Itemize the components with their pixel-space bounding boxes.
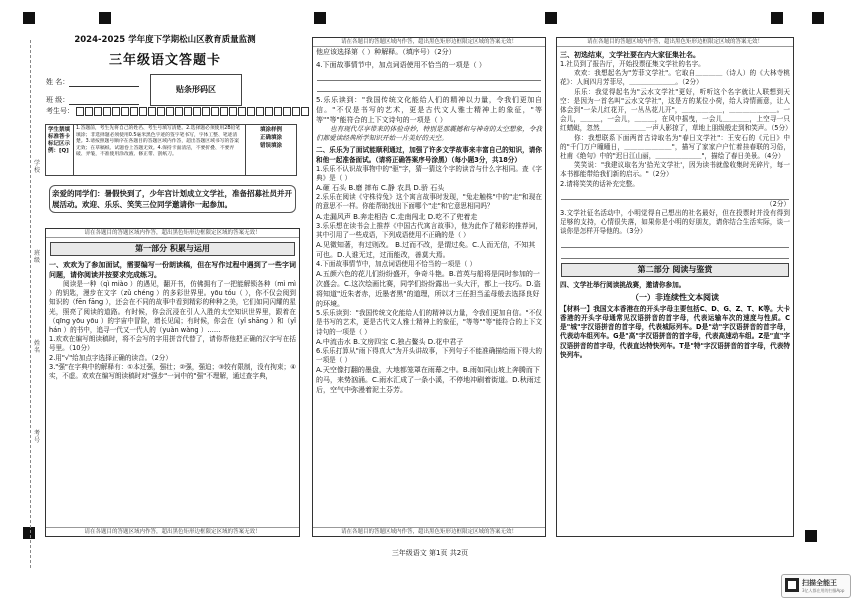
part1-intro: 一、欢欢为了参加面试，需要编写一份朗读稿，但在写作过程中遇到了一些字词问题，请你阅读并按要求完成练习。: [49, 261, 296, 279]
part2-q2-options[interactable]: A.走漏风声 B.奔走相告 C.走南闯北 D.吃不了兜着走: [316, 212, 478, 221]
part3-intro: 三、初选结束，文学社要在内大家征集社名。: [560, 51, 700, 59]
part2-q1: 1.乐乐不认识故事物中的"驱"字，猜一猜这个字的读音与什么字相同。查《字典》是（ ）: [316, 164, 542, 183]
q5-prompt: 5.乐乐读到："我国传统文化能给人们的精神以力量，令我们更加自信。"不仅是书写的艺术，更是古代文人雅士精神上的象征，"等等""等"能符合的上下文诗句的一项是（ ）: [316, 96, 542, 124]
warning-bottom: 请在各题目的答题区域内作答，超出黑色矩形边框限定区域的答案无效！: [313, 527, 545, 536]
side-label-school: 学 校: [33, 160, 40, 174]
warning-top: 请在各题目的答题区域内作答，超出黑色矩形边框限定区域的答案无效！: [46, 229, 299, 238]
watermark-title: 扫描全能王: [802, 579, 837, 587]
rules-instructions: 1.答题前，考生先将自己的姓名、考生号填写清楚。2.选择题必须使用2B铅笔填涂；非选择题必须使用0.5毫米黑色字迹的签字笔书写，字体工整、笔迹清楚。3.请按照题号顺序在各题目的答题区域内作答，超出答题区域书写的答案无效；在草稿纸、试题卷上答题无效。4.保持卡面清洁，不要折叠、不要弄破、弄皱，不准使用涂改液、修正带、刮纸刀。: [74, 125, 246, 175]
part3-q2-points: （2分）: [766, 199, 790, 208]
exam-no-label: 考生号：: [46, 107, 74, 115]
scanner-watermark: [781, 574, 851, 598]
warning-top: 请在各题目的答题区域内作答，超出黑色矩形边框限定区域的答案无效！: [313, 38, 545, 47]
q2-answer-line[interactable]: [561, 189, 789, 200]
q5-sentence[interactable]: 也有现代尽享带来的体验奇妙，特别是那震撼和与神奇的太空想象，令我们都爱读经典所学知识开始一片美好的天空。: [316, 125, 542, 143]
notice-box: 亲爱的同学们：暑假快到了，少年宫计划成立文学社，准备招募社员并开展活动。欢迎、乐乐、笑笑三位同学邀请你一起参加。: [49, 185, 296, 213]
q3-answer-line[interactable]: [561, 248, 789, 259]
part2-q4: 4.下面故事情节中，加点词语使用不恰当的一项是（ ）: [316, 260, 477, 269]
registration-mark: [545, 12, 557, 24]
part2-q2: 2.乐乐在阅读《守株待兔》这个寓言故事时发现，"兔走触株"中的"走"和现在的意思不一样。你能帮助找出下面哪个"走"和它意思相同吗？: [316, 193, 542, 211]
part3-q1-xiaoxiao[interactable]: 笑笑说："我建议取名为'拾光文学社'，因为读书就像收集时光碎片，每一本书都能带给我们新的启示。"（2分）: [560, 161, 790, 179]
watermark-subtitle: 3亿人都在用的扫描App: [802, 588, 845, 593]
part1-passage[interactable]: 阅读是一种（qì miào ）的遇见，翻开书，仿佛拥有了一把能解锁各种（mì mì ）的钥匙，漫步在文字（zǔ chéng ）的多彩世界里。yōu tóu（ ），你不仅会阅到知识的（fēn fāng ），还会在不同的故事中看到精彩的种种之美，它们如同闪耀的星光，照亮了阅读的道路。有时候，你会沉浸在引人入胜的太空知识世界里，跟着在（qīng yōu yōu ）的宇宙中冒险，增长见闻；有时候，你会在（yǐ shāng ）和（yǐ hán ）的书中，追寻一代又一代人的（yuàn wàng ）……: [49, 280, 296, 335]
q3-continued[interactable]: 他应该选择第（ ）种解释。（填序号）（2分）: [316, 48, 456, 56]
column-1-answer-area: [45, 228, 300, 537]
part4-subtitle: （一）非连续性文本阅读: [631, 292, 719, 302]
q3-answer-line[interactable]: [561, 237, 789, 248]
part3-q1-lele[interactable]: 乐乐：我觉得起名为"云水文学社"更好，听听这个名字就让人联想到天空：是因为一首名叫"云水文学社"，这是方的某位小荷，给人诗情画意，让人体会到"一朵儿红花开，一丛丛花儿开"，＿＿＿＿＿＿，＿＿＿＿＿＿＿。一会儿，＿＿＿，一会儿，＿＿＿，在风中摇曳，一会儿＿＿＿＿，上空寻一只红蜻蜓，忽然＿＿＿＿＿＿＿一声人影掠了，草地上朋级般走到和笑声。（5分）: [560, 87, 792, 133]
page-footer: 三年级语文 第1页 共2页: [391, 549, 469, 557]
registration-mark: [23, 12, 35, 24]
part2-q4-options[interactable]: A.五颜六色的花儿们纷纷盛开，争奇斗艳。B.首英与船将是同时参加的一次盛会。C.这次绘画比赛，同学们纷纷露出一头大汗，都上一技巧。D.盗将知道"近朱者赤，近墨者黑"的道理，所以才三任担当孟母般去选择良好的环境。: [316, 270, 541, 309]
exam-no-boxes[interactable]: [76, 107, 310, 115]
part4-title: 第二部分 阅读与鉴赏: [561, 263, 789, 277]
binding-line: [30, 40, 31, 568]
part2-q5: 5.乐乐读到："我国传统文化能给人们的精神以力量，令我们更加自信。"不仅是书写的艺术，更是古代文人雅士精神上的象征，"等等""等"能符合的上下文诗句的一项是（ ）: [316, 309, 542, 336]
part3-q1: 1.社员到了报告厅，开始投票征集文学社的名字。: [560, 60, 705, 68]
part3-q1-huanhuan[interactable]: 欢欢：我想起名为"芳菲文学社"。它取自＿＿＿＿（诗人）的《大林寺桃花》：人间四月芳菲尽，＿＿＿＿＿＿＿。（2分）: [560, 69, 790, 87]
part3-q1-you[interactable]: 你：我想联系下面两首古诗取名为"春日文学社"：王安石的《元日》中的"千门万户曈曈日，＿＿＿＿＿＿＿"，描写了家家户户忙着挂春联的习俗，杜甫《绝句》中的"迟日江山丽，＿＿＿＿＿＿＿"，描绘了春日美景。（4分）: [560, 133, 790, 161]
class-field[interactable]: [69, 96, 139, 105]
part2-q3-options[interactable]: A.见微知著，有过则改。 B.过而不改，是谓过矣。C.人而无信，不知其可也。D.人谁无过，过而能改，善莫大焉。: [316, 241, 536, 260]
part2-intro: 二、乐乐为了面试能顺利通过，加强了许多文学故事来丰富自己的知识，请你和他一起准备面试。（请将正确答案序号涂黑）（每小题3分，共18分）: [316, 146, 542, 164]
part1-title: 第一部分 积累与运用: [50, 242, 295, 256]
part2-q6: 6.乐乐打算从"雨下得真大"为开头讲故事，下列句子不能准确描绘雨下得大的一项是（ ）: [316, 346, 542, 365]
column-2-answer-area: [312, 37, 546, 537]
part1-q2[interactable]: 2.用"√"给加点字选择正确的读音。（2分）: [49, 353, 172, 362]
part2-q6-options[interactable]: A.天空像打翻的墨盘，大地都笼罩在雨幕之中。B.雨如同山坡上奔腾而下的马，来势汹涌。C.雨水汇成了一条小溪，不停地冲刷着街道。D.秋雨过后，空气中弥漫着泥土芬芳。: [316, 366, 541, 395]
exam-title: 2024-2025 学年度下学期松山区教育质量监测: [74, 35, 256, 45]
part2-q3: 3.乐乐想在读书会上推荐《中国古代寓言故事》，他为此作了精彩的推荐词，其中引用了一些成语，下列成语使用不正确的是（ ）: [316, 221, 542, 239]
name-label: 姓 名：: [46, 78, 70, 86]
answer-sheet-subtitle: 三年级语文答题卡: [108, 53, 221, 68]
part2-q1-options[interactable]: A.砸 石头 B.磨 摔布 C.静 农具 D.骄 石头: [316, 184, 445, 193]
warning-bottom: 请在各题目的答题区域内作答，超出黑色矩形边框限定区域的答案无效！: [46, 527, 299, 536]
warning-top: 请在各题目的答题区域内作答，超出黑色矩形边框限定区域的答案无效！: [557, 38, 793, 47]
name-row: [46, 74, 139, 105]
notice-container: [45, 181, 300, 217]
rules-box: [45, 124, 297, 176]
q4-prompt: 4.下面故事情节中，加点词语使用不恰当的一项是（ ）: [316, 61, 486, 69]
camscanner-icon: [785, 578, 799, 592]
registration-mark: [812, 12, 824, 24]
material-one: 【材料一】我国文本香港在的开头字母主要包括C、D、G、Z、T、K等。大卡香港的开头字母通常见汉语拼音的首字母，代表运输车次的速度与性质。C是"城"字汉语拼音的首字母，代表城际列车。D是"动"字汉语拼音的首字母，代表动车组列车。G是"高"字汉语拼音的首字母，代表高速动车组。Z是"直"字汉语拼音的首字母，代表直达特快列车。T是"特"字汉语拼音的首字母，代表特快列车。: [560, 304, 790, 359]
q4-answer-line[interactable]: [317, 70, 541, 81]
registration-mark: [23, 527, 35, 539]
part1-q1-instruction: 1.欢欢在编写朗读稿时，将不会写的字用拼音代替了，请你帮他把正确的汉字写在括号里。（10分）: [49, 335, 296, 353]
registration-mark: [771, 12, 783, 24]
side-label-class: 班 级: [33, 250, 40, 264]
barcode-area: 贴条形码区: [150, 74, 242, 106]
rules-student-box: 学生禁填 标准答卡标记区示例：[Q]: [46, 125, 74, 175]
registration-mark: [805, 530, 817, 542]
part2-q5-options[interactable]: A.中流击水 B.文房四宝 C.独占鳌头 D.花中君子: [316, 337, 464, 346]
q4-answer-line[interactable]: [317, 81, 541, 92]
rules-fill-example: 填涂样例 正确填涂 错误填涂: [259, 127, 282, 149]
side-label-name: 姓 名: [33, 340, 40, 354]
part4-intro: 四、文学社举行阅读挑战赛，邀请你参加。: [560, 280, 686, 289]
side-label-exam-no: 考 号: [33, 430, 40, 444]
registration-mark: [314, 12, 326, 24]
name-field[interactable]: [69, 78, 139, 87]
part1-q3[interactable]: 3."强"在字典中的解释有：①本过强，强壮；②强，强迫；③较有限制，没有拘束；④实，不虚。欢欢在编写朗读稿时对"强步"一词中的"强"不理解，通过查字典，: [49, 362, 297, 381]
part3-q3: 3.文学社征名活动中，小明觉得自己想出的社名最好，但在投票时并没有得到足够的支持，心情很失落，如果你是小明的好朋友，请你结合生活实际，谈一谈你是怎样开导他的。（3分）: [560, 209, 790, 236]
registration-mark: [99, 12, 111, 24]
exam-no-row: [46, 106, 310, 116]
class-label: 班 级：: [46, 96, 70, 104]
part3-q2: 2.请将笑笑的话补充完整。: [560, 179, 639, 188]
column-3-answer-area: [556, 37, 794, 537]
